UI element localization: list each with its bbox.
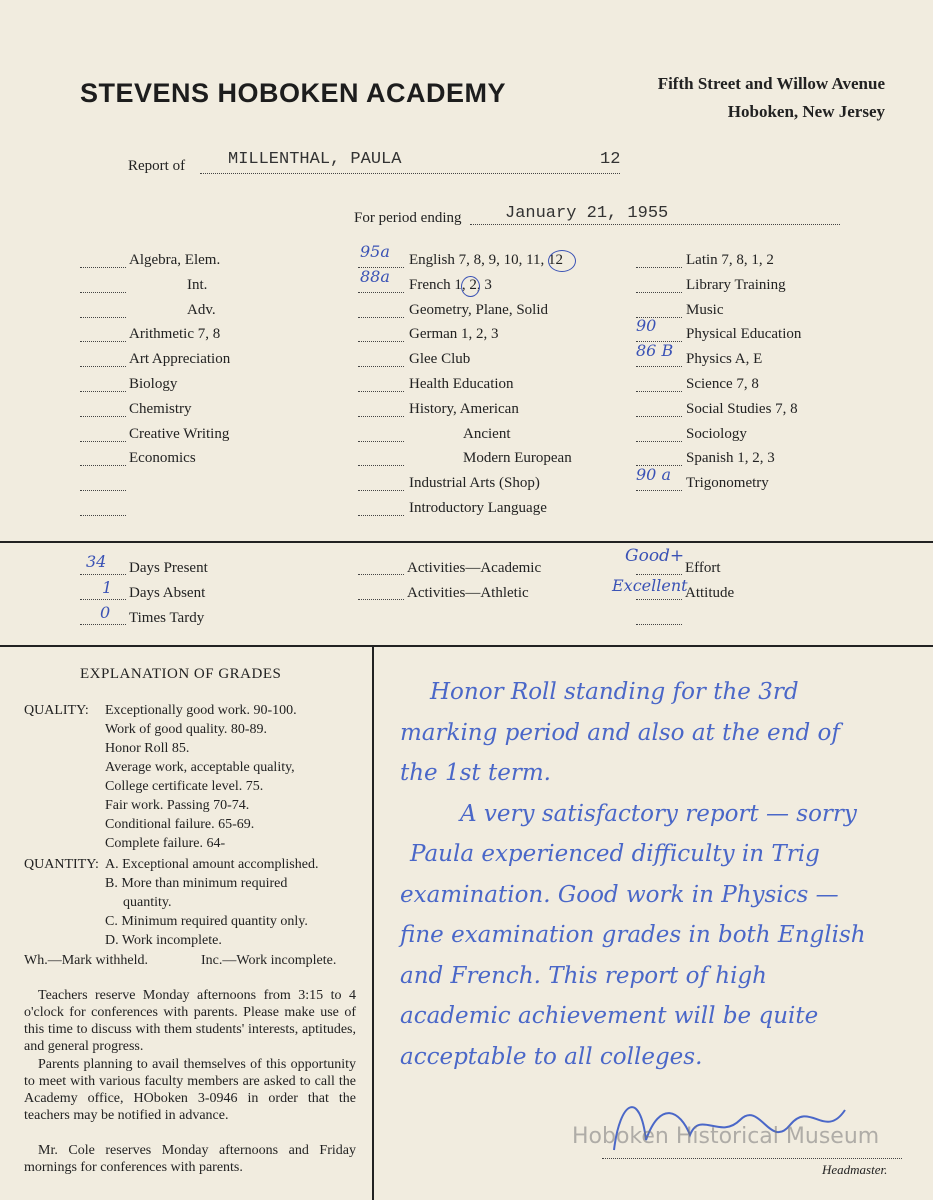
activities-athletic-line — [358, 599, 404, 600]
subject-line — [636, 391, 682, 392]
comment-line: examination. Good work in Physics — — [400, 881, 839, 908]
subject-label: Physical Education — [686, 326, 802, 343]
subject-line — [358, 416, 404, 417]
office-paragraph: Parents planning to avail themselves of this opportunity to meet with various faculty members are asked to call the Academy office, HOboken 3-0946 in order that the teachers may be notified in advance. — [24, 1057, 356, 1123]
explanation-line: A. Exceptional amount accomplished. — [105, 857, 319, 872]
subject-line — [80, 366, 126, 367]
subject-line — [636, 490, 682, 491]
explanation-line: C. Minimum required quantity only. — [105, 914, 308, 929]
student-grade: 12 — [600, 150, 621, 169]
comment-line: marking period and also at the end of — [400, 719, 840, 746]
subject-label: Geometry, Plane, Solid — [409, 301, 549, 318]
times-tardy-line — [80, 624, 126, 625]
subject-label: Introductory Language — [409, 500, 547, 516]
subject-label: Arithmetic 7, 8 — [129, 326, 221, 343]
effort-value: Good+ — [625, 546, 685, 566]
quantity-list — [105, 855, 355, 950]
subject-label: Adv. — [187, 301, 216, 318]
section-rule-1 — [0, 541, 933, 543]
subject-line — [358, 317, 404, 318]
comment-line: acceptable to all colleges. — [400, 1043, 703, 1070]
subject-label: Economics — [129, 450, 196, 467]
subject-mark: 95a — [360, 242, 390, 261]
subject-line — [358, 490, 404, 491]
subject-line — [636, 441, 682, 442]
explanation-line: Average work, acceptable quality, — [105, 760, 295, 775]
subject-label: Music — [686, 301, 724, 318]
report-of-line — [200, 173, 620, 174]
times-tardy-label: Times Tardy — [129, 610, 205, 626]
subject-label: Sociology — [686, 425, 747, 442]
effort-line — [636, 574, 682, 575]
watermark: Hoboken Historical Museum — [572, 1124, 880, 1149]
period-line — [470, 224, 840, 225]
days-absent-value: 1 — [102, 578, 113, 597]
subject-line — [80, 292, 126, 293]
student-name: MILLENTHAL, PAULA — [228, 150, 402, 169]
subject-line — [358, 441, 404, 442]
quality-label: QUALITY: — [24, 703, 89, 718]
subject-line — [636, 416, 682, 417]
comments-block — [400, 672, 920, 1077]
days-present-label: Days Present — [129, 560, 208, 576]
explanation-line: quantity. — [123, 895, 172, 910]
subject-label: Glee Club — [409, 351, 471, 368]
subject-line — [358, 465, 404, 466]
subject-mark: 90 — [636, 316, 657, 336]
comment-line: Honor Roll standing for the 3rd — [430, 679, 799, 705]
subject-label: Industrial Arts (Shop) — [409, 475, 540, 492]
subject-label: Ancient — [463, 425, 511, 442]
blank-line — [636, 624, 682, 625]
subject-label: Health Education — [409, 376, 514, 392]
subject-line — [358, 292, 404, 293]
subject-line — [636, 267, 682, 268]
subject-line — [80, 341, 126, 342]
report-of-label: Report of — [128, 158, 186, 174]
times-tardy-value: 0 — [100, 603, 111, 622]
days-absent-line — [80, 599, 126, 600]
attitude-line — [636, 599, 682, 600]
subject-label: Int. — [187, 276, 208, 293]
subject-line — [80, 490, 126, 491]
explanation-line: College certificate level. 75. — [105, 779, 264, 794]
english-12-circle — [548, 250, 576, 272]
attitude-value: Excellent — [612, 576, 688, 595]
subject-line — [80, 391, 126, 392]
withheld-note: Wh.—Mark withheld. — [24, 953, 149, 968]
attitude-label: Attitude — [685, 585, 735, 601]
subject-label: Science 7, 8 — [686, 376, 759, 392]
headmaster-label: Headmaster. — [822, 1162, 888, 1177]
subject-label: German 1, 2, 3 — [409, 326, 499, 343]
comment-line: and French. This report of high — [400, 962, 767, 989]
subject-label: Physics A, E — [686, 351, 763, 368]
subject-label: English 7, 8, 9, 10, 11, 12 — [409, 252, 564, 268]
explanation-line: Complete failure. 64- — [105, 836, 226, 851]
signature-line — [602, 1158, 902, 1159]
comment-line: Paula experienced difficulty in Trig — [410, 841, 820, 867]
quantity-label: QUANTITY: — [24, 857, 99, 872]
subject-label: Modern European — [463, 450, 572, 467]
subject-line — [636, 292, 682, 293]
subject-label: Trigonometry — [686, 475, 769, 492]
subject-line — [80, 416, 126, 417]
period-date: January 21, 1955 — [505, 204, 669, 223]
subject-label: History, American — [409, 400, 519, 417]
subject-label: Creative Writing — [129, 425, 230, 442]
days-absent-label: Days Absent — [129, 585, 206, 601]
period-label: For period ending — [354, 210, 462, 226]
subject-line — [80, 515, 126, 516]
subject-label: Library Training — [686, 276, 786, 293]
days-present-line — [80, 574, 126, 575]
subject-line — [358, 366, 404, 367]
comment-line: academic achievement will be quite — [400, 1003, 819, 1029]
subject-mark: 86 B — [636, 341, 674, 361]
effort-label: Effort — [685, 560, 721, 576]
subject-line — [358, 515, 404, 516]
address-line-2: Hoboken, New Jersey — [727, 102, 885, 121]
subject-line — [358, 341, 404, 342]
activities-academic-label: Activities—Academic — [407, 560, 542, 576]
comment-line: A very satisfactory report — sorry — [460, 800, 857, 827]
subject-label: French 1, 2, 3 — [409, 276, 492, 293]
explanation-line: B. More than minimum required — [105, 876, 288, 891]
explanation-line: Work of good quality. 80-89. — [105, 722, 268, 737]
explanation-line: Exceptionally good work. 90-100. — [105, 703, 297, 718]
subject-line — [80, 267, 126, 268]
subject-line — [80, 465, 126, 466]
conference-paragraph: Teachers reserve Monday afternoons from 3:15 to 4 o'clock for conferences with parents. Please make use of this time to discuss with them students' interests, aptitudes, and general progress. — [24, 988, 356, 1054]
address-line-1: Fifth Street and Willow Avenue — [657, 74, 885, 93]
subject-label: Art Appreciation — [129, 351, 231, 368]
quality-list — [105, 701, 365, 853]
cole-paragraph: Mr. Cole reserves Monday afternoons and Friday mornings for conferences with parents. — [24, 1143, 356, 1175]
column-divider — [372, 646, 374, 1200]
subject-label: Latin 7, 8, 1, 2 — [686, 252, 774, 268]
activities-athletic-label: Activities—Athletic — [407, 585, 529, 601]
subject-mark: 88a — [360, 266, 390, 286]
subject-line — [636, 366, 682, 367]
subject-line — [80, 317, 126, 318]
comment-line: fine examination grades in both English — [400, 922, 866, 948]
comment-line: the 1st term. — [400, 760, 551, 786]
subject-mark: 90 a — [636, 465, 671, 485]
subject-label: Chemistry — [129, 400, 192, 417]
subject-label: Biology — [129, 376, 178, 392]
french-3-circle — [461, 276, 480, 297]
explanation-line: Fair work. Passing 70-74. — [105, 798, 250, 813]
subject-label: Social Studies 7, 8 — [686, 400, 798, 417]
activities-academic-line — [358, 574, 404, 575]
subject-line — [358, 391, 404, 392]
subject-line — [80, 441, 126, 442]
school-name: STEVENS HOBOKEN ACADEMY — [80, 78, 507, 108]
explanation-line: D. Work incomplete. — [105, 933, 222, 948]
subject-label: Spanish 1, 2, 3 — [686, 450, 775, 467]
explanation-line: Conditional failure. 65-69. — [105, 817, 255, 832]
section-rule-2 — [0, 645, 933, 647]
subject-label: Algebra, Elem. — [129, 252, 221, 268]
explanation-title: EXPLANATION OF GRADES — [80, 666, 282, 682]
incomplete-note: Inc.—Work incomplete. — [201, 953, 337, 968]
explanation-line: Honor Roll 85. — [105, 741, 190, 756]
days-present-value: 34 — [86, 552, 107, 571]
